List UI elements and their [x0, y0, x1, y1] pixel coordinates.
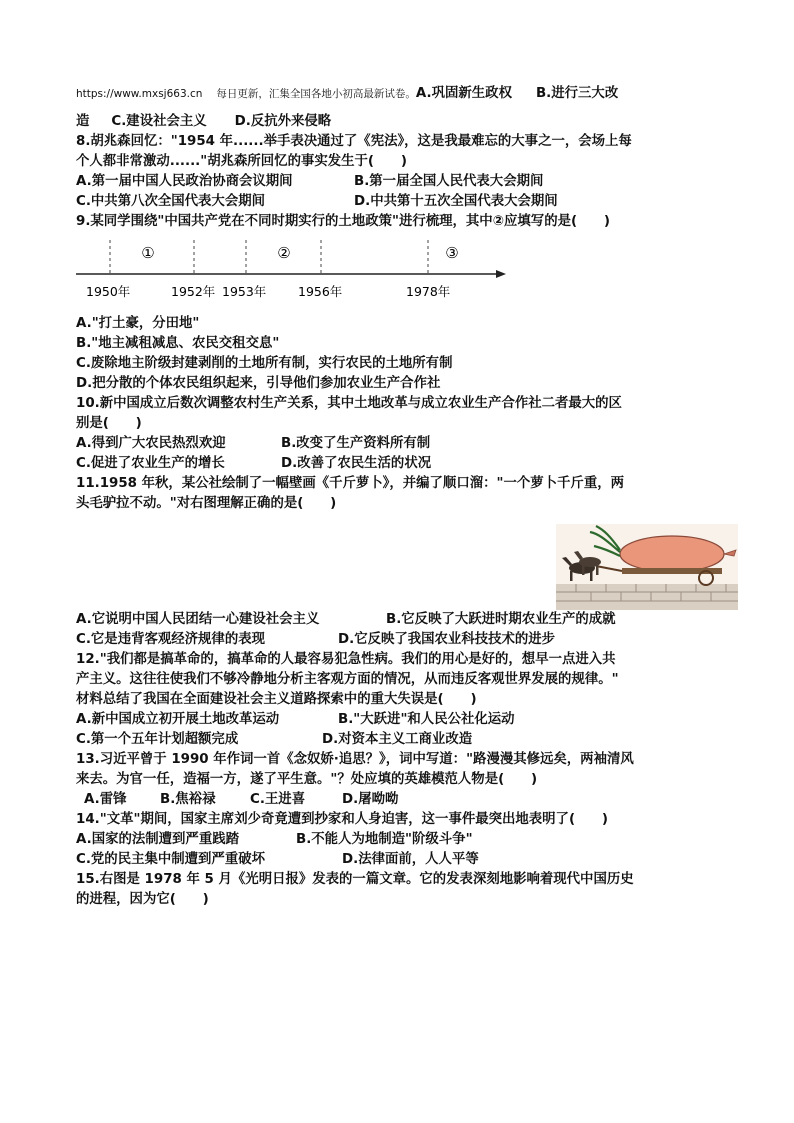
q14-option-c: C.党的民主集中制遭到严重破坏 — [76, 852, 265, 867]
timeline-marker-2: ② — [277, 244, 291, 262]
q14-option-a: A.国家的法制遭到严重践踏 — [76, 832, 239, 847]
q13-option-a: A.雷锋 — [84, 792, 127, 807]
timeline-year-1978: 1978年 — [406, 284, 451, 299]
q10-options-row-1 — [76, 434, 726, 454]
exam-page — [76, 84, 726, 910]
q7-option-b-cont: 造 — [76, 114, 90, 129]
q11-options-row-1 — [76, 610, 726, 630]
timeline-marker-3: ③ — [445, 244, 459, 262]
q14-stem: 14."文革"期间，国家主席刘少奇竟遭到抄家和人身迫害，这一事件最突出地表明了( ) — [76, 812, 608, 827]
question-10 — [76, 394, 726, 474]
q12-stem-3: 材料总结了我国在全面建设社会主义道路探索中的重大失误是( ) — [76, 692, 477, 707]
q9-option-b: B."地主减租减息、农民交租交息" — [76, 336, 280, 351]
q12-option-d: D.对资本主义工商业改造 — [322, 732, 473, 747]
q9-option-c: C.废除地主阶级封建剥削的土地所有制，实行农民的土地所有制 — [76, 356, 453, 371]
q10-stem-1: 10.新中国成立后数次调整农村生产关系，其中土地改革与成立农业生产合作社二者最大的区 — [76, 396, 622, 411]
q8-option-b: B.第一届全国人民代表大会期间 — [354, 174, 544, 189]
q9-option-d: D.把分散的个体农民组织起来，引导他们参加农业生产合作社 — [76, 376, 441, 391]
q11-mural-picture — [76, 514, 726, 610]
q13-option-d: D.屠呦呦 — [342, 792, 399, 807]
q8-option-a: A.第一届中国人民政治协商会议期间 — [76, 174, 293, 189]
q10-stem-2: 别是( ) — [76, 416, 142, 431]
q7-option-a: A.巩固新生政权 — [415, 86, 512, 101]
q7-option-c: C.建设社会主义 — [111, 114, 207, 129]
q8-options-row-2 — [76, 192, 726, 212]
q14-options-row-2 — [76, 850, 726, 870]
q8-option-c: C.中共第八次全国代表大会期间 — [76, 194, 265, 209]
q11-option-d: D.它反映了我国农业科技技术的进步 — [338, 632, 556, 647]
q11-option-a: A.它说明中国人民团结一心建设社会主义 — [76, 612, 320, 627]
question-14 — [76, 810, 726, 870]
q8-option-d: D.中共第十五次全国代表大会期间 — [354, 194, 558, 209]
q13-option-b: B.焦裕禄 — [160, 792, 216, 807]
q11-options-row-2 — [76, 630, 726, 650]
q13-option-c: C.王进喜 — [250, 792, 306, 807]
q13-stem-1: 13.习近平曾于 1990 年作词一首《念奴娇·追思？》，词中写道："路漫漫其修远矣，两袖清风 — [76, 752, 634, 767]
q10-option-d: D.改善了农民生活的状况 — [281, 456, 432, 471]
q13-options-row — [76, 790, 726, 810]
question-12 — [76, 650, 726, 750]
q12-stem-2: 产主义。这往往使我们不够冷静地分析主客观方面的情况，从而违反客观世界发展的规律。" — [76, 672, 619, 687]
q9-option-a: A."打土豪，分田地" — [76, 316, 200, 331]
q12-option-a: A.新中国成立初开展土地改革运动 — [76, 712, 280, 727]
radish-shape — [620, 536, 724, 572]
q9-stem: 9.某同学围绕"中国共产党在不同时期实行的土地政策"进行梳理，其中②应填写的是( ) — [76, 214, 610, 229]
timeline-year-1950: 1950年 — [86, 284, 131, 299]
timeline-year-1952: 1952年 — [171, 284, 216, 299]
q14-option-d: D.法律面前，人人平等 — [342, 852, 479, 867]
q10-options-row-2 — [76, 454, 726, 474]
source-url: https://www.mxsj663.cn — [76, 88, 203, 100]
q11-option-b: B.它反映了大跃进时期农业生产的成就 — [386, 612, 616, 627]
q8-stem-1: 8.胡兆森回忆："1954 年......举手表决通过了《宪法》，这是我最难忘的大事之一，会场上每 — [76, 134, 632, 149]
q11-stem-1: 11.1958 年秋，某公社绘制了一幅壁画《千斤萝卜》，并编了顺口溜："一个萝卜千斤重，两 — [76, 476, 624, 491]
q14-options-row-1 — [76, 830, 726, 850]
timeline-arrow — [496, 270, 506, 278]
q7-option-d: D.反抗外来侵略 — [234, 114, 332, 129]
q8-options-row-1 — [76, 172, 726, 192]
radish-cart-image — [556, 524, 738, 610]
timeline-year-1956: 1956年 — [298, 284, 343, 299]
timeline-year-1953: 1953年 — [222, 284, 267, 299]
q11-option-c: C.它是违背客观经济规律的表现 — [76, 632, 265, 647]
question-9 — [76, 212, 726, 394]
q7-options-cont — [76, 112, 726, 132]
question-13 — [76, 750, 726, 810]
q8-stem-2: 个人都非常激动......"胡兆森所回忆的事实发生于( ) — [76, 154, 407, 169]
q12-options-row-1 — [76, 710, 726, 730]
header-line — [76, 84, 726, 104]
q12-option-c: C.第一个五年计划超额完成 — [76, 732, 239, 747]
q12-options-row-2 — [76, 730, 726, 750]
timeline-marker-1: ① — [141, 244, 155, 262]
q10-option-a: A.得到广大农民热烈欢迎 — [76, 436, 226, 451]
q12-stem-1: 12."我们都是搞革命的，搞革命的人最容易犯急性病。我们的用心是好的，想早一点进入共 — [76, 652, 616, 667]
q13-stem-2: 来去。为官一任，造福一方，遂了平生意。"？处应填的英雄模范人物是( ) — [76, 772, 538, 787]
q14-option-b: B.不能人为地制造"阶级斗争" — [296, 832, 473, 847]
timeline-graphic — [76, 238, 506, 308]
q9-timeline — [76, 238, 506, 308]
question-11 — [76, 474, 726, 650]
question-15 — [76, 870, 726, 910]
q10-option-b: B.改变了生产资料所有制 — [281, 436, 431, 451]
q7-option-b: B.进行三大改 — [535, 86, 619, 101]
source-slogan: 每日更新，汇集全国各地小初高最新试卷。 — [216, 88, 416, 100]
q11-stem-2: 头毛驴拉不动。"对右图理解正确的是( ) — [76, 496, 337, 511]
q15-stem-1: 15.右图是 1978 年 5 月《光明日报》发表的一篇文章。它的发表深刻地影响着现代中国历史 — [76, 872, 634, 887]
q15-stem-2: 的进程，因为它( ) — [76, 892, 209, 907]
question-8 — [76, 132, 726, 212]
q12-option-b: B."大跃进"和人民公社化运动 — [338, 712, 515, 727]
q10-option-c: C.促进了农业生产的增长 — [76, 456, 225, 471]
